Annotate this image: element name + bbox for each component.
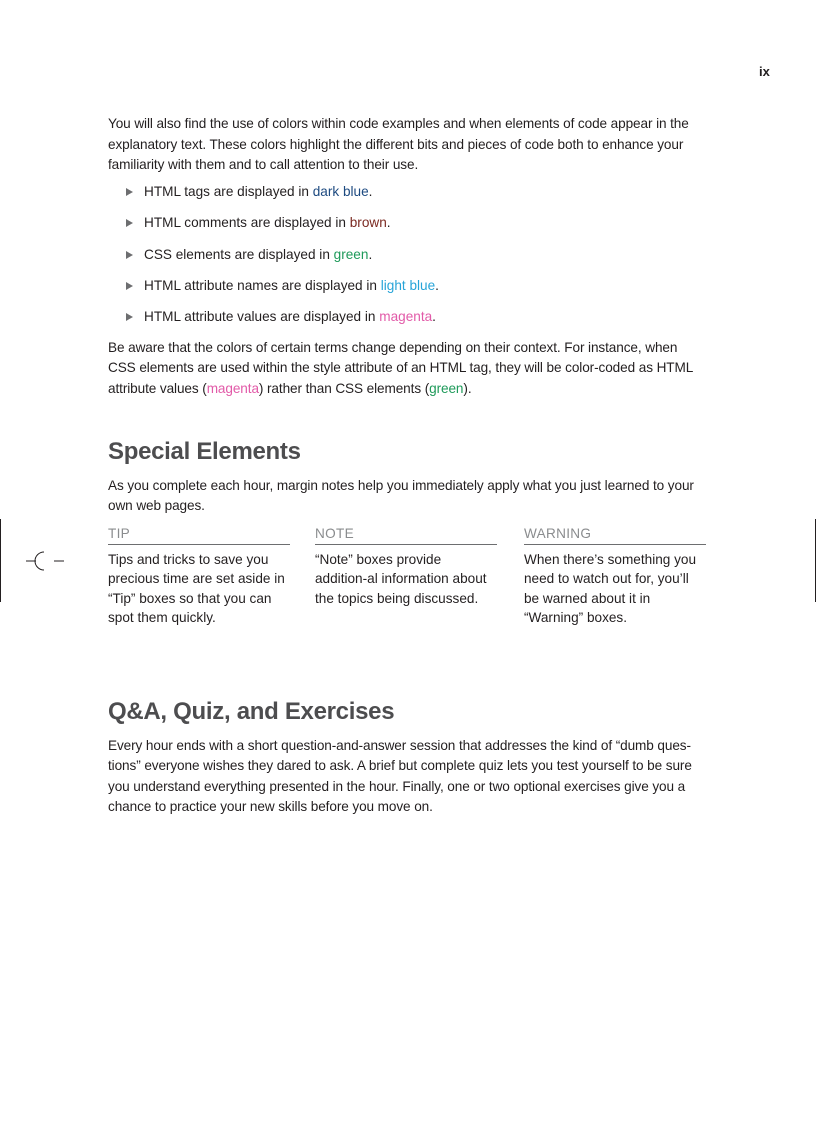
color-term: green — [333, 246, 369, 262]
color-term: light blue — [380, 277, 436, 293]
note-label: TIP — [108, 524, 290, 545]
registration-mark-icon — [26, 548, 66, 578]
bullet-arrow-icon — [126, 188, 133, 196]
color-term: magenta — [379, 309, 433, 325]
color-term: green — [429, 380, 464, 396]
list-item: CSS elements are displayed in green. — [108, 245, 708, 266]
intro-paragraph: You will also find the use of colors within code examples and when elements of code appear in the explanatory text. These colors highlight the different bits and pieces of code both to enhance your familiarity with them and to call attention to their use. — [108, 116, 689, 173]
bullet-arrow-icon — [126, 219, 133, 227]
section-heading-qa: Q&A, Quiz, and Exercises — [108, 697, 395, 725]
margin-notes — [108, 524, 708, 634]
list-item: HTML tags are displayed in dark blue. — [108, 182, 708, 203]
crop-mark-left — [0, 519, 1, 602]
bullet-arrow-icon — [126, 313, 133, 321]
color-term: dark blue — [312, 183, 369, 199]
bullet-arrow-icon — [126, 251, 133, 259]
note-label: NOTE — [315, 524, 497, 545]
list-item: HTML attribute values are displayed in magenta. — [108, 307, 708, 328]
page-number: ix — [759, 64, 770, 79]
note-text: When there’s something you need to watch out for, you’ll be warned about it in “Warning” boxes. — [524, 551, 697, 626]
note-box-warning — [524, 524, 706, 628]
section-heading-special-elements: Special Elements — [108, 437, 301, 465]
note-text: “Note” boxes provide addition-al information about the topics being discussed. — [315, 551, 487, 606]
bullet-arrow-icon — [126, 282, 133, 290]
note-box-note — [315, 524, 497, 609]
note-label: WARNING — [524, 524, 706, 545]
page-content — [108, 114, 708, 818]
color-term: brown — [349, 215, 387, 231]
list-item: HTML comments are displayed in brown. — [108, 213, 708, 234]
color-term: magenta — [206, 380, 259, 396]
color-list — [108, 182, 708, 328]
qa-paragraph: Every hour ends with a short question-and-answer session that addresses the kind of “dumb ques-tions” everyone wishes they dared to ask. A brief but complete quiz lets you test yourself to be sure you understand everything presented in the hour. Finally, one or two optional exercises give you a chance to practice your new skills before you move on. — [108, 737, 692, 815]
list-item: HTML attribute names are displayed in light blue. — [108, 276, 708, 297]
aware-paragraph: Be aware that the colors of certain terms change depending on their context. For instance, when CSS elements are used within the style attribute of an HTML tag, they will be color-coded as HTML attribute values (magenta) rather than CSS elements (green). — [108, 339, 693, 396]
note-text: Tips and tricks to save you precious time are set aside in “Tip” boxes so that you can spot them quickly. — [108, 551, 285, 626]
note-box-tip — [108, 524, 290, 628]
special-elements-paragraph: As you complete each hour, margin notes help you immediately apply what you just learned to your own web pages. — [108, 477, 694, 514]
